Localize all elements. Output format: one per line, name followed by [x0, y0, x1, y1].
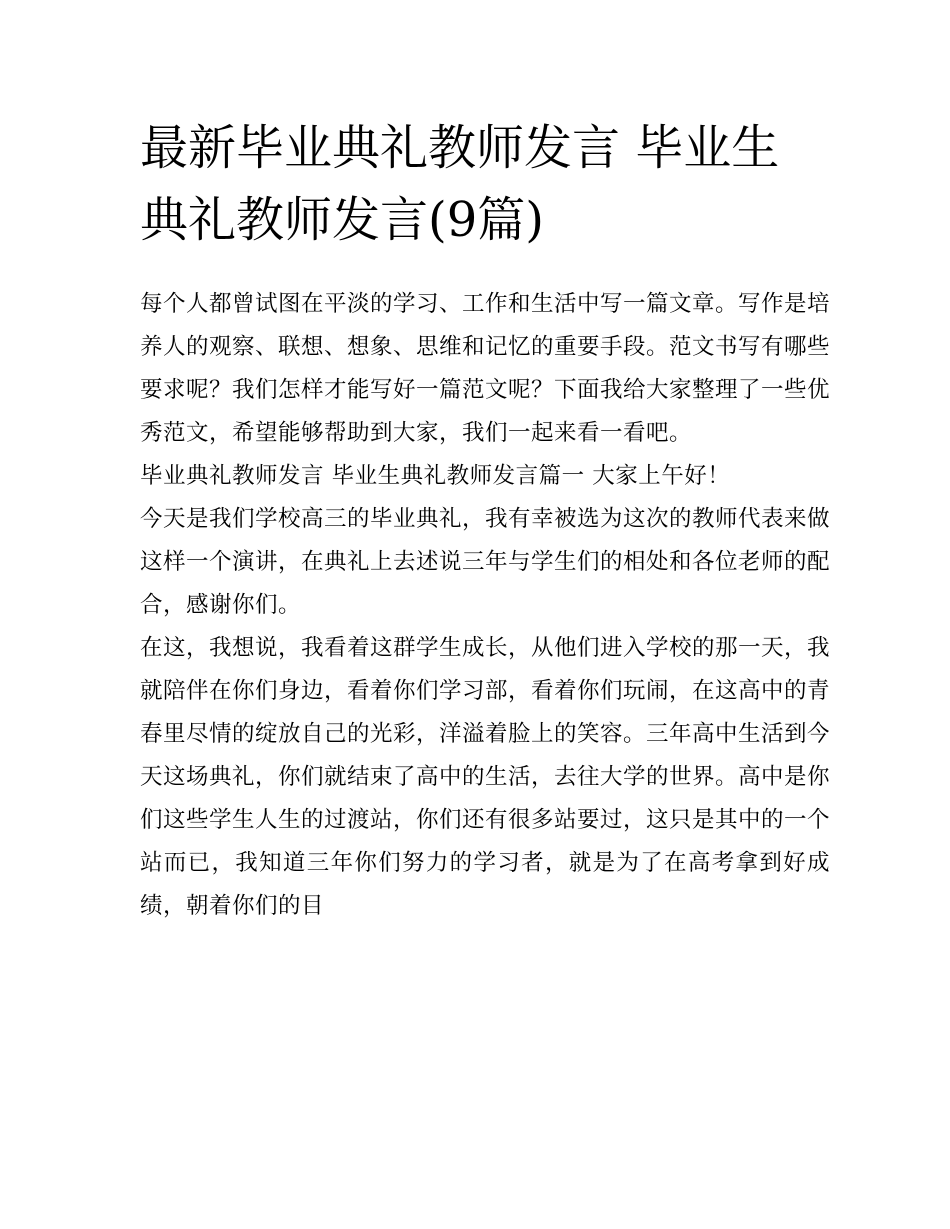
document-title — [140, 112, 830, 256]
intro-paragraph: 每个人都曾试图在平淡的学习、工作和生活中写一篇文章。写作是培养人的观察、联想、想象、思维和记忆的重要手段。范文书写有哪些要求呢？我们怎样才能写好一篇范文呢？下面我给大家整理了一些优秀范文，希望能够帮助到大家，我们一起来看一看吧。 — [140, 291, 831, 446]
body-paragraph: 今天是我们学校高三的毕业典礼，我有幸被选为这次的教师代表来做这样一个演讲，在典礼上去述说三年与学生们的相处和各位老师的配合，感谢你们。 — [140, 506, 831, 618]
title-line-2: 典礼教师发言(9篇) — [140, 192, 544, 248]
body-paragraph: 在这，我想说，我看着这群学生成长，从他们进入学校的那一天，我就陪伴在你们身边，看着你们学习部，看着你们玩闹，在这高中的青春里尽情的绽放自己的光彩，洋溢着脸上的笑容。三年高中生活到今天这场典礼，你们就结束了高中的生活，去往大学的世界。高中是你们这些学生人生的过渡站，你们还有很多站要过，这只是其中的一个站而已，我知道三年你们努力的学习者，就是为了在高考拿到好成绩，朝着你们的目 — [140, 635, 831, 919]
section-heading-paragraph: 毕业典礼教师发言 毕业生典礼教师发言篇一 大家上午好！ — [140, 463, 731, 489]
title-line-1: 最新毕业典礼教师发言 毕业生 — [140, 120, 780, 176]
document-body — [140, 283, 830, 928]
